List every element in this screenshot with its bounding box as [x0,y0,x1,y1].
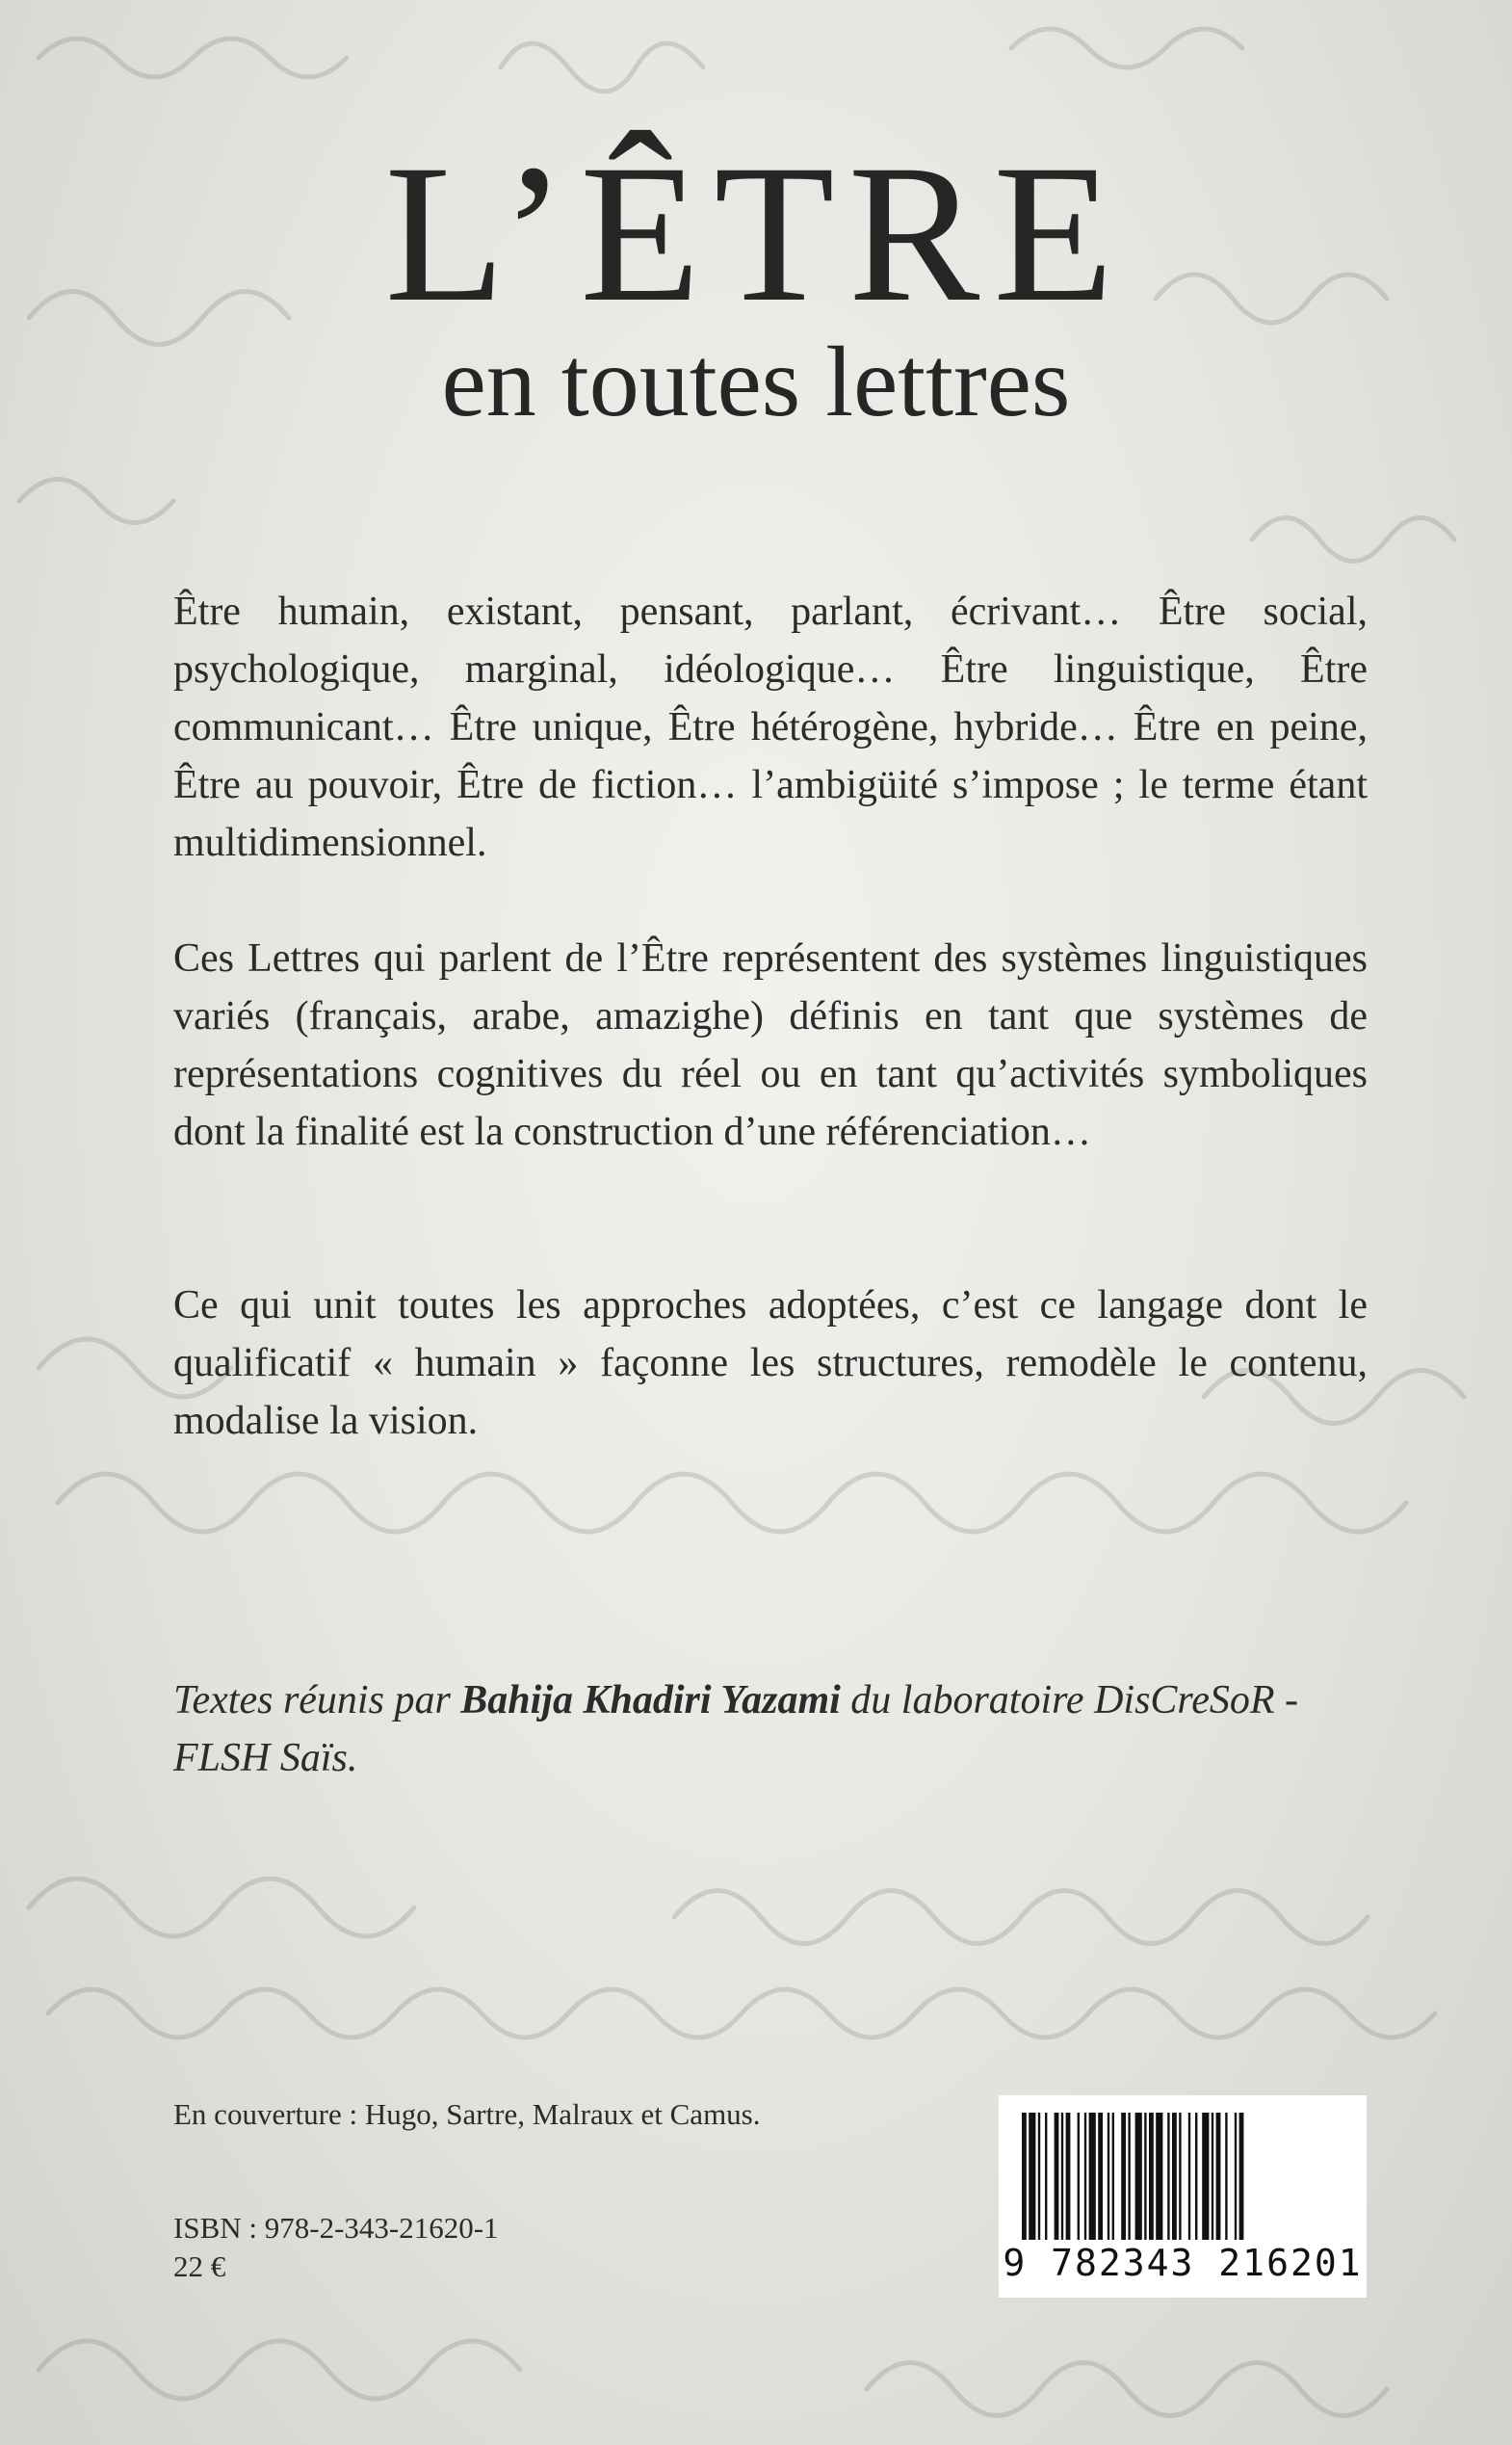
credits-suffix: du laboratoire DisCreSoR -FLSH Saïs. [173,1678,1299,1780]
barcode-bar [1066,2113,1071,2240]
cover-note: En couverture : Hugo, Sartre, Malraux et Camus. [173,2097,761,2131]
barcode-bars [1022,2113,1343,2240]
barcode-bar [1167,2113,1169,2240]
barcode-bar [1022,2113,1027,2240]
book-title: L’ÊTRE [384,124,1128,343]
barcode-bar [1135,2113,1142,2240]
barcode-bar [1078,2113,1080,2240]
barcode-bar [1235,2113,1237,2240]
barcode-bar [1225,2113,1227,2240]
barcode-bar [1108,2113,1109,2240]
editor-credits [173,1671,1368,1787]
editor-name: Bahija Khadiri Yazami [460,1678,841,1722]
book-subtitle: en toutes lettres [441,327,1071,437]
barcode-bar [1038,2113,1040,2240]
barcode-bar [1172,2113,1177,2240]
blurb-paragraph-1: Être humain, existant, pensant, parlant, écrivant… Être social, psychologique, marginal, idéologique… Être linguistique, Être communicant… Être unique, Être hétérogène, hybride… Être en peine, Être au pouvoir, Être de fiction… l’ambigüité s’impose ; le terme étant multidimensionnel. [173,590,1368,865]
barcode-bar [1098,2113,1103,2240]
barcode-bar [1121,2113,1126,2240]
barcode-bar [1144,2113,1146,2240]
barcode-bar [1239,2113,1244,2240]
barcode-bar [1179,2113,1181,2240]
barcode-bar [1055,2113,1059,2240]
barcode-bar [1061,2113,1063,2240]
barcode-bar [1156,2113,1162,2240]
barcode-bar [1084,2113,1086,2240]
barcode-bar [1216,2113,1221,2240]
isbn: ISBN : 978-2-343-21620-1 [173,2211,499,2245]
barcode [999,2095,1367,2298]
barcode-bar [1202,2113,1209,2240]
barcode-bar [1195,2113,1197,2240]
barcode-bar [1089,2113,1096,2240]
barcode-bar [1149,2113,1154,2240]
barcode-bar [1188,2113,1190,2240]
barcode-digits: 9 782343 216201 [1003,2242,1363,2284]
barcode-bar [1112,2113,1114,2240]
price: 22 € [173,2249,226,2283]
blurb-paragraph-3: Ce qui unit toutes les approches adoptées, c’est ce langage dont le qualificatif « humain » façonne les structures, remodèle le contenu, modalise la vision. [173,1283,1368,1443]
credits-prefix: Textes réunis par [173,1678,461,1722]
barcode-bar [1045,2113,1047,2240]
blurb-paragraph-2: Ces Lettres qui parlent de l’Être représentent des systèmes linguistiques variés (français, arabe, amazighe) définis en tant que systèmes de représentations cognitives du réel ou en tant qu’activités symboliques dont la finalité est la construction d’une référenciation… [173,936,1368,1154]
barcode-bar [1128,2113,1130,2240]
barcode-bar [1029,2113,1035,2240]
barcode-bar [1212,2113,1213,2240]
